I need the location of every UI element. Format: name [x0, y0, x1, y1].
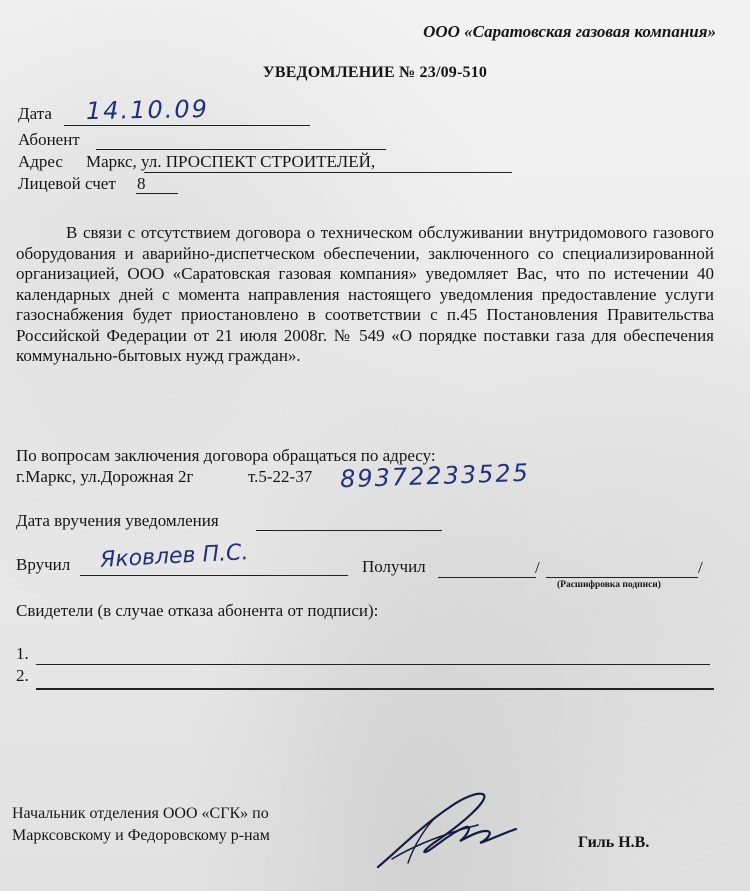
signer-name: Гиль Н.В. — [578, 834, 650, 851]
received-name-underline — [546, 577, 698, 578]
contact-line: По вопросам заключения договора обращаться по адресу: — [16, 446, 436, 465]
company-name: ООО «Саратовская газовая компания» — [423, 22, 716, 41]
notice-paragraph: В связи с отсутствием договора о техническом обслуживании внутридомового газового оборудования и аварийно-диспетческом обеспечении, заключенного со специализированной организацией, ООО «Саратовская газовая компания» уведомляет Вас, что по истечении 40 календарных дней с момента направления настоящего уведомления предоставление услуги газоснабжения будет приостановлено в соответствии с п.45 Постановления Правительства Российской Федерации от 21 июля 2008г. № 549 «О порядке поставки газа для обеспечения коммунально-бытовых нужд граждан». — [16, 223, 714, 365]
account-underline — [136, 193, 178, 194]
account-label: Лицевой счет — [18, 174, 116, 193]
decode-hint: (Расшифровка подписи) — [557, 580, 661, 590]
witness-1-number: 1. — [16, 644, 29, 663]
signer-position-line1: Начальник отделения ООО «СГК» по — [12, 805, 269, 822]
received-signature-underline — [438, 577, 536, 578]
contact-phone: т.5-22-37 — [248, 467, 313, 486]
witness-2-line — [36, 688, 714, 690]
witnesses-label: Свидетели (в случае отказа абонента от подписи): — [16, 601, 379, 620]
contact-address: г.Маркс, ул.Дорожная 2г — [16, 467, 194, 486]
witness-2-number: 2. — [16, 666, 29, 685]
delivered-name: Яковлев П.С. — [99, 540, 250, 573]
date-value: 14.10.09 — [85, 94, 210, 126]
delivered-underline — [80, 575, 348, 576]
slash-separator-right: / — [698, 558, 703, 577]
delivered-label: Вручил — [16, 555, 71, 574]
delivery-date-label: Дата вручения уведомления — [16, 511, 219, 530]
subscriber-underline — [96, 149, 386, 150]
notice-title: УВЕДОМЛЕНИЕ № 23/09-510 — [262, 64, 488, 81]
date-label: Дата — [18, 104, 52, 123]
handwritten-phone: 89372233525 — [339, 458, 531, 494]
slash-separator-left: / — [535, 558, 540, 577]
delivery-date-underline — [256, 530, 442, 531]
signer-position-line2: Марксовскому и Федоровскому р-нам — [12, 827, 270, 844]
address-underline — [144, 172, 512, 173]
subscriber-label: Абонент — [18, 130, 80, 149]
address-value: Маркс, ул. ПРОСПЕКТ СТРОИТЕЛЕЙ, — [86, 152, 376, 171]
address-label: Адрес — [18, 152, 63, 171]
account-value: 8 — [137, 174, 146, 193]
witness-1-line — [36, 664, 710, 665]
signature-icon — [368, 785, 528, 880]
received-label: Получил — [362, 557, 426, 576]
date-underline — [64, 125, 310, 126]
